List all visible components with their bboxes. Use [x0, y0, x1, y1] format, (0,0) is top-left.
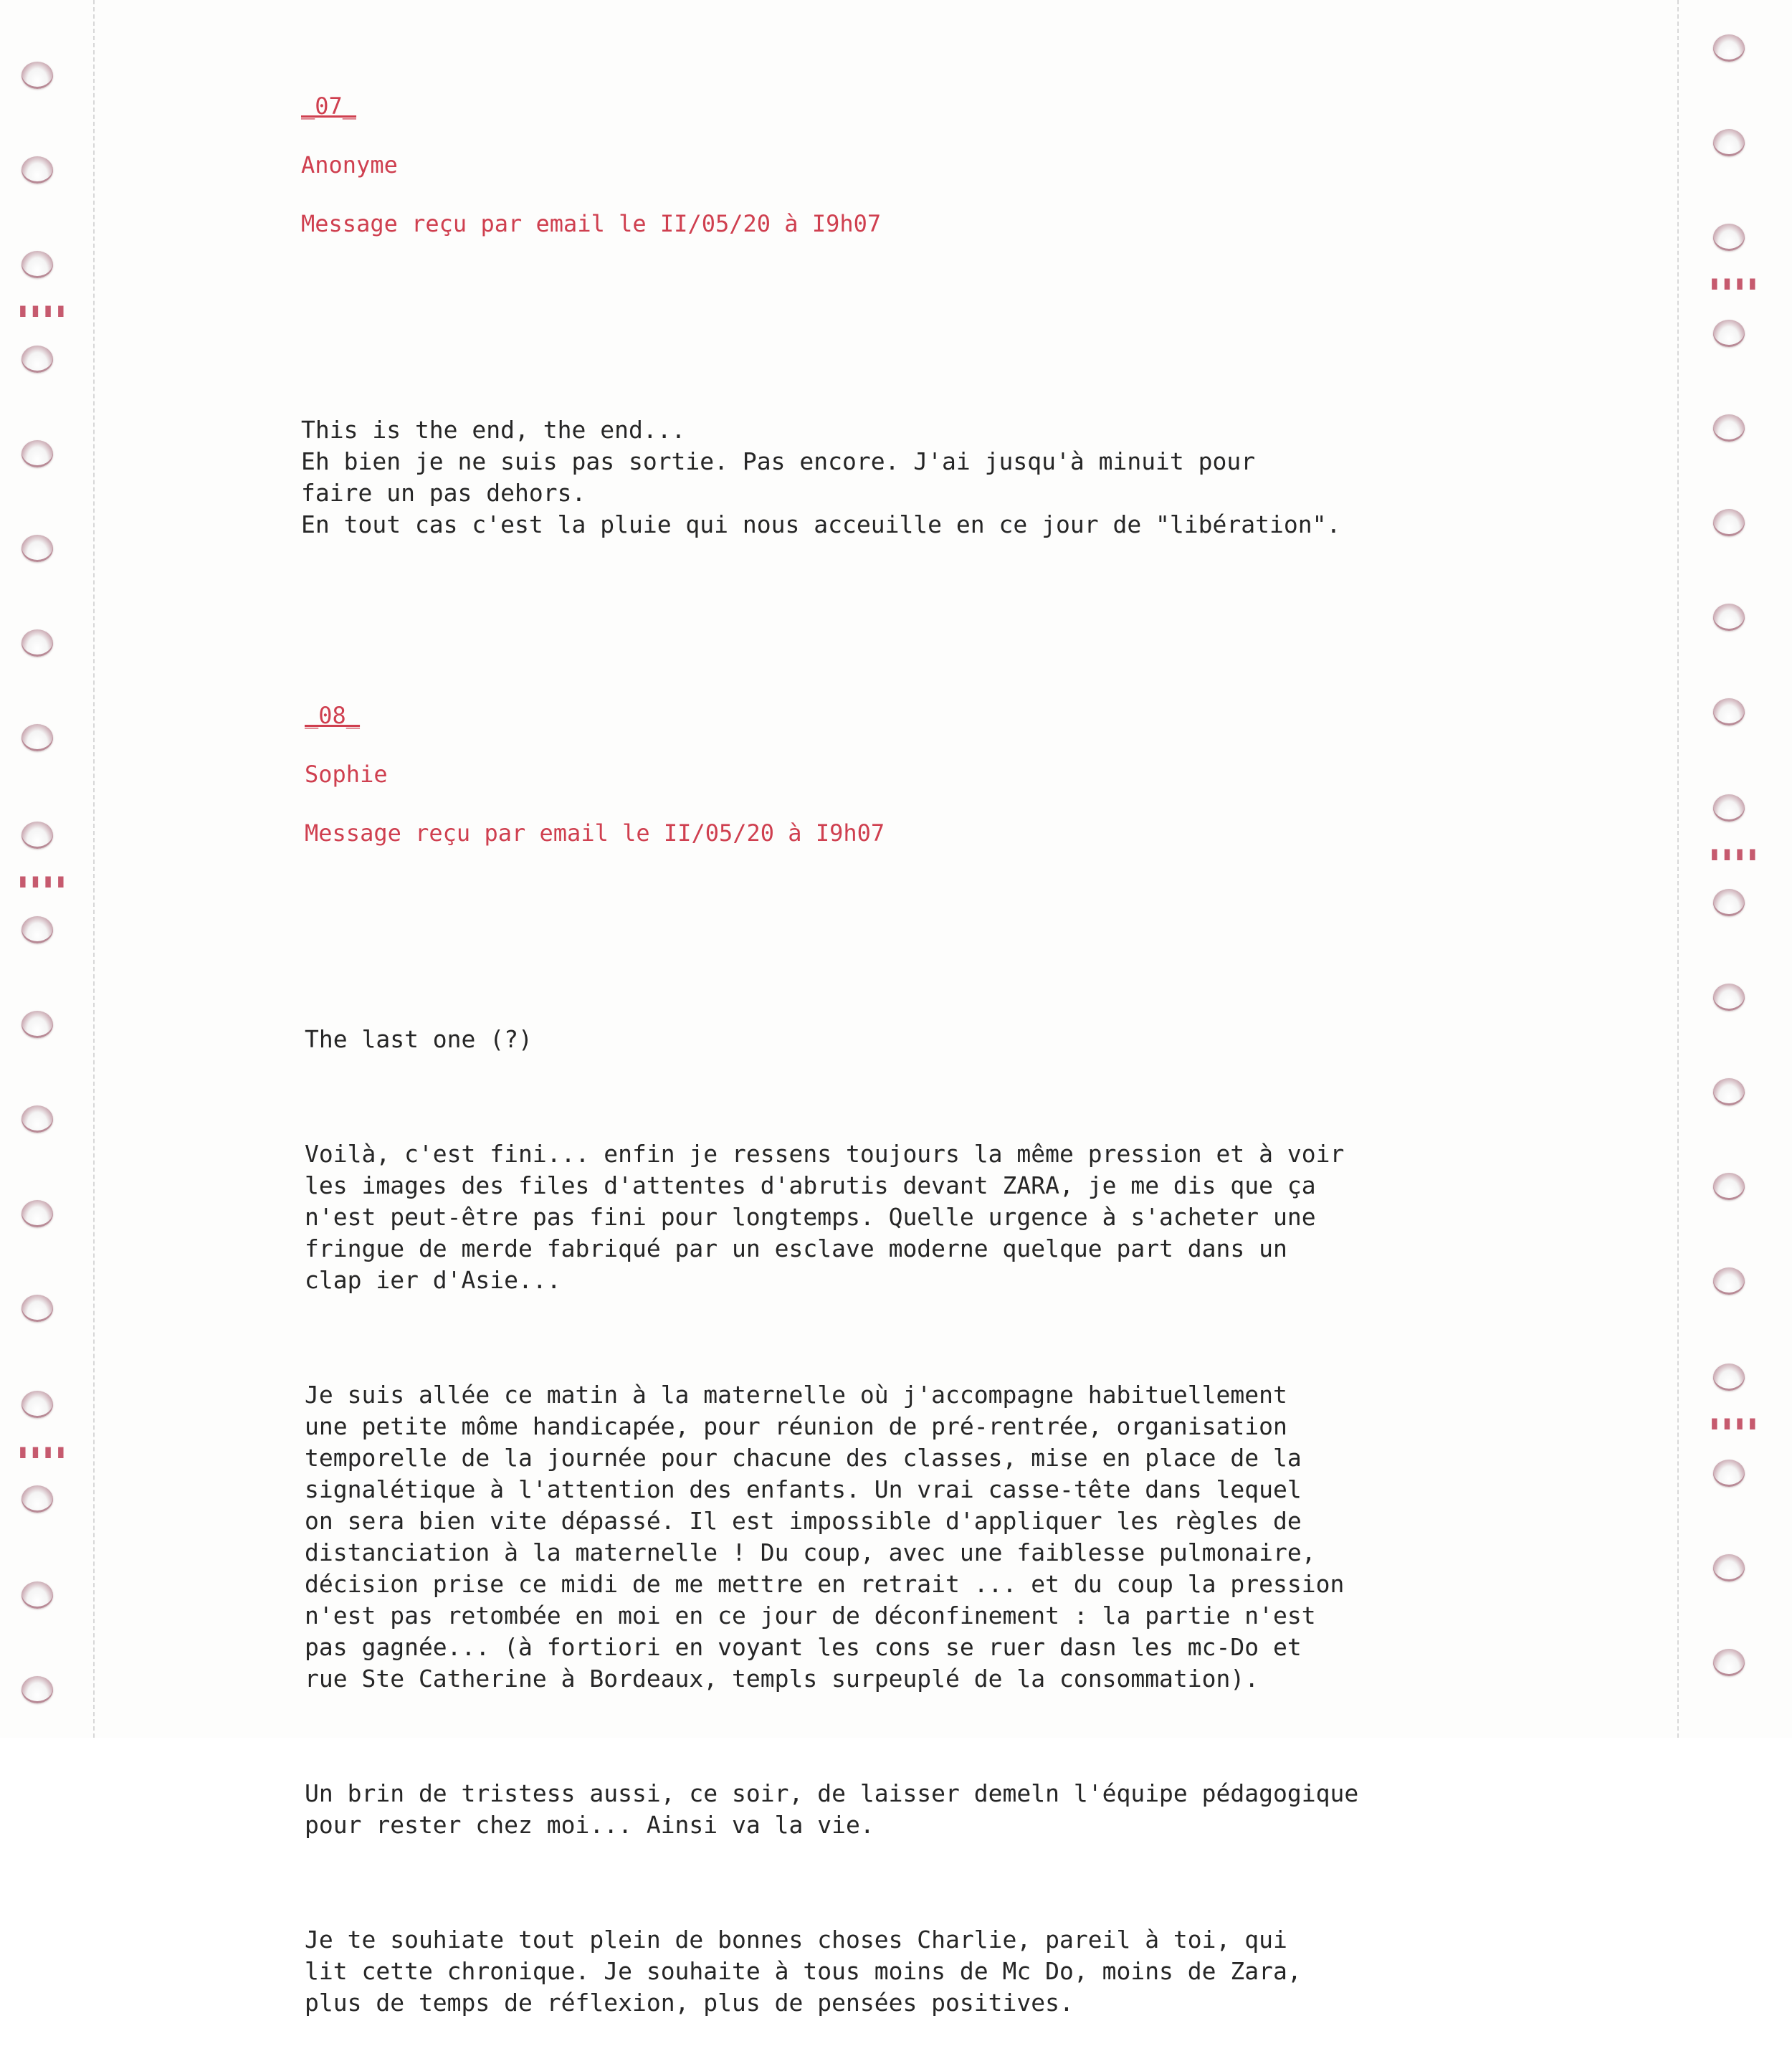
feed-hole-icon [22, 1295, 53, 1322]
feed-hole-icon [1713, 509, 1745, 536]
paragraph-spacer [305, 1868, 1358, 1897]
entry-paragraph: The last one (?) [305, 1025, 533, 1053]
right-perforation-line [1677, 0, 1679, 1738]
feed-hole-icon [22, 251, 53, 278]
feed-hole-icon [22, 62, 53, 89]
entry-spacer [301, 267, 1340, 387]
feed-hole-icon [1713, 1173, 1745, 1200]
perforation-tick-icon: ▮▮▮▮ [1709, 1412, 1760, 1434]
left-perforation-line [93, 0, 95, 1738]
feed-hole-icon [22, 440, 53, 467]
feed-hole-icon [1713, 1364, 1745, 1391]
feed-hole-icon [1713, 889, 1745, 916]
entry-received-line: Message reçu par email le II/05/20 à I9h07 [301, 210, 882, 237]
feed-hole-icon [1713, 34, 1745, 62]
entry-spacer [305, 876, 1358, 996]
entry-received-line: Message reçu par email le II/05/20 à I9h07 [305, 819, 885, 847]
feed-hole-icon [22, 346, 53, 373]
feed-hole-icon [1713, 698, 1745, 725]
entry-number: _07_ [301, 92, 357, 120]
entry-number: _08_ [305, 702, 361, 729]
feed-hole-icon [1713, 414, 1745, 442]
paragraph-spacer [305, 1083, 1358, 1111]
feed-hole-icon [22, 535, 53, 562]
feed-hole-icon [1713, 1649, 1745, 1676]
feed-hole-icon [1713, 1554, 1745, 1581]
message-entry-07 [301, 63, 1340, 568]
entry-paragraph: Un brin de tristess aussi, ce soir, de laisser demeln l'équipe pédagogique pour rester chez moi... Ainsi va la vie. [305, 1779, 1359, 1839]
feed-hole-icon [1713, 794, 1745, 822]
feed-hole-icon [22, 1200, 53, 1227]
feed-hole-icon [1713, 984, 1745, 1011]
feed-hole-icon [22, 629, 53, 657]
perforation-tick-icon: ▮▮▮▮ [17, 870, 68, 892]
feed-hole-icon [1713, 1267, 1745, 1295]
feed-hole-icon [22, 822, 53, 849]
left-tractor-holes [17, 0, 68, 1738]
entry-author: Anonyme [301, 151, 398, 179]
feed-hole-icon [1713, 320, 1745, 347]
entry-paragraph: Je suis allée ce matin à la maternelle où j'accompagne habituellement une petite môme handicapée, pour réunion de pré-rentrée, organisation temporelle de la journée pour chacune des classes, mise en place de la signalétique à l'attention des enfants. Un vrai casse-tête dans lequel on sera bien vite dépassé. Il est impossible d'appliquer les règles de distanciation à la maternelle ! Du coup, avec une faiblesse pulmonaire, décision prise ce midi de me mettre en retrait ... et du coup la pression n'est pas retombée en moi en ce jour de déconfinement : la partie n'est pas gagnée... (à fortiori en voyant les cons se ruer dasn les mc-Do et rue Ste Catherine à Bordeaux, templs surpeuplé de la consommation). [305, 1381, 1345, 1693]
perforation-tick-icon: ▮▮▮▮ [1709, 843, 1760, 865]
entry-paragraph: Voilà, c'est fini... enfin je ressens toujours la même pression et à voir les images des files d'attentes d'abrutis devant ZARA, je me dis que ça n'est peut-être pas fini pour longtemps. Quelle urgence à s'acheter une fringue de merde fabriqué par un esclave moderne quelque part dans un clap ier d'Asie... [305, 1140, 1345, 1294]
message-entry-08 [305, 672, 1358, 2046]
feed-hole-icon [1713, 604, 1745, 631]
feed-hole-icon [22, 1105, 53, 1133]
feed-hole-icon [22, 724, 53, 751]
feed-hole-icon [22, 1391, 53, 1418]
feed-hole-icon [22, 1581, 53, 1609]
entry-author: Sophie [305, 761, 388, 788]
entry-paragraph: This is the end, the end... Eh bien je ne suis pas sortie. Pas encore. J'ai jusqu'à minuit pour faire un pas dehors. En tout cas c'est la pluie qui nous acceuille en ce jour de "libération". [301, 416, 1341, 538]
feed-hole-icon [1713, 1460, 1745, 1487]
entry-paragraph: Je te souhiate tout plein de bonnes choses Charlie, pareil à toi, qui lit cette chronique. Je souhaite à tous moins de Mc Do, moins de Zara, plus de temps de réflexion, plus de pensées positives. [305, 1926, 1302, 2017]
feed-hole-icon [22, 1676, 53, 1703]
feed-hole-icon [22, 156, 53, 184]
feed-hole-icon [1713, 1078, 1745, 1105]
perforation-tick-icon: ▮▮▮▮ [17, 300, 68, 321]
paragraph-spacer [305, 1722, 1358, 1751]
feed-hole-icon [1713, 129, 1745, 156]
feed-hole-icon [1713, 224, 1745, 251]
right-tractor-holes [1709, 0, 1760, 1738]
perforation-tick-icon: ▮▮▮▮ [17, 1441, 68, 1462]
feed-hole-icon [22, 1485, 53, 1513]
paragraph-spacer [305, 1323, 1358, 1352]
feed-hole-icon [22, 916, 53, 943]
perforation-tick-icon: ▮▮▮▮ [1709, 272, 1760, 294]
feed-hole-icon [22, 1011, 53, 1038]
